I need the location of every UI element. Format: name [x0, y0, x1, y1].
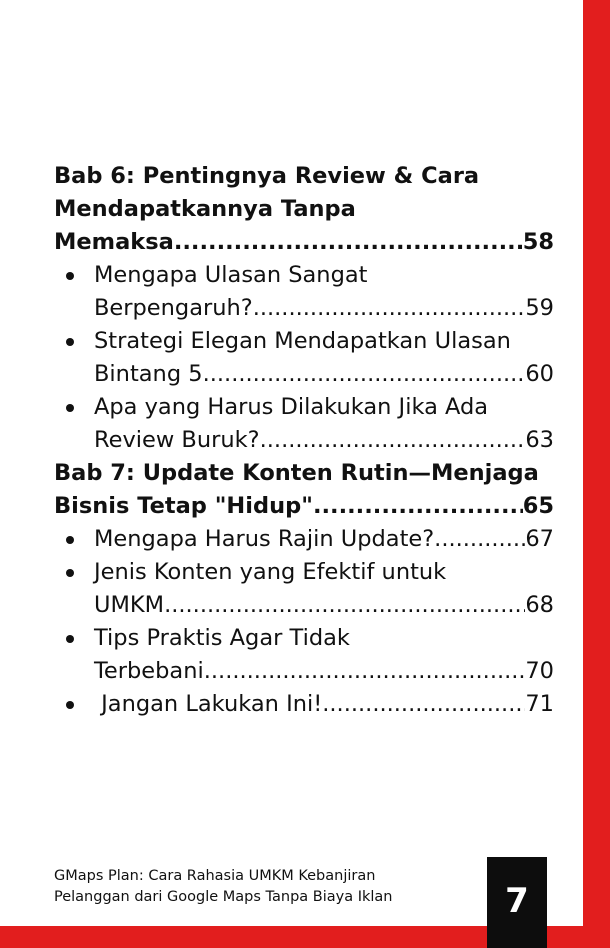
item-page-number: 67 — [525, 526, 554, 552]
bullet-icon — [66, 536, 74, 544]
item-text-last: Terbebani — [94, 658, 204, 684]
bullet-icon — [66, 569, 74, 577]
item-text-last: Review Buruk? — [94, 427, 260, 453]
chapter-title-last: Bisnis Tetap "Hidup" — [54, 493, 313, 519]
item-entry-line — [94, 424, 554, 457]
table-of-contents — [54, 160, 554, 721]
dot-leader — [164, 589, 525, 622]
item-page-number: 71 — [525, 691, 554, 717]
dot-leader — [210, 358, 526, 391]
item-page-number: 60 — [525, 361, 554, 387]
chapter-page-number: 65 — [522, 493, 554, 519]
footer-book-title — [54, 866, 474, 908]
dot-leader — [204, 655, 526, 688]
bullet-icon — [66, 272, 74, 280]
item-text-first: Tips Praktis Agar Tidak — [94, 625, 350, 651]
item-page-number: 68 — [525, 592, 554, 618]
item-text-last: Bintang 5. — [94, 361, 210, 387]
toc-item — [54, 259, 554, 325]
chapter-title-line: Bab 6: Pentingnya Review & Cara — [54, 163, 480, 189]
toc-item — [54, 391, 554, 457]
item-text-last: UMKM — [94, 592, 165, 618]
dot-leader — [253, 292, 526, 325]
chapter-title-last: Memaksa — [54, 229, 174, 255]
item-entry-line — [94, 523, 554, 556]
chapter-entry-line — [54, 226, 554, 259]
item-text-first: Mengapa Ulasan Sangat — [94, 262, 368, 288]
bullet-icon — [66, 338, 74, 346]
toc-item — [54, 523, 554, 556]
item-text-last: Mengapa Harus Rajin Update? — [94, 526, 435, 552]
dot-leader — [434, 523, 525, 556]
bullet-icon — [66, 635, 74, 643]
bullet-icon — [66, 404, 74, 412]
item-entry-line — [94, 655, 554, 688]
dot-leader — [322, 688, 525, 721]
red-frame-right — [583, 0, 610, 948]
page-number-box — [487, 857, 547, 948]
chapter-title-line: Bab 7: Update Konten Rutin—Menjaga — [54, 460, 539, 486]
page-number: 7 — [505, 881, 529, 921]
item-entry-line — [94, 589, 554, 622]
item-text-first: Strategi Elegan Mendapatkan Ulasan — [94, 328, 511, 354]
dot-leader — [260, 424, 526, 457]
toc-chapter-6 — [54, 160, 554, 259]
toc-item — [54, 622, 554, 688]
footer-line: Pelanggan dari Google Maps Tanpa Biaya Iklan — [54, 889, 393, 905]
item-page-number: 63 — [525, 427, 554, 453]
toc-item — [54, 556, 554, 622]
chapter-entry-line — [54, 490, 554, 523]
toc-item — [54, 688, 554, 721]
item-text-last: Jangan Lakukan Ini! — [94, 691, 323, 717]
toc-chapter-7 — [54, 457, 554, 523]
item-text-last: Berpengaruh? — [94, 295, 253, 321]
item-text-first: Jenis Konten yang Efektif untuk — [94, 559, 447, 585]
item-entry-line — [94, 358, 554, 391]
bullet-icon — [66, 701, 74, 709]
chapter-page-number: 58 — [522, 229, 554, 255]
dot-leader — [313, 490, 523, 523]
item-text-first: Apa yang Harus Dilakukan Jika Ada — [94, 394, 489, 420]
item-entry-line — [94, 688, 554, 721]
item-entry-line — [94, 292, 554, 325]
toc-item — [54, 325, 554, 391]
dot-leader — [174, 226, 523, 259]
item-page-number: 70 — [525, 658, 554, 684]
item-page-number: 59 — [525, 295, 554, 321]
footer-line: GMaps Plan: Cara Rahasia UMKM Kebanjiran — [54, 868, 376, 884]
chapter-title-line: Mendapatkannya Tanpa — [54, 196, 356, 222]
